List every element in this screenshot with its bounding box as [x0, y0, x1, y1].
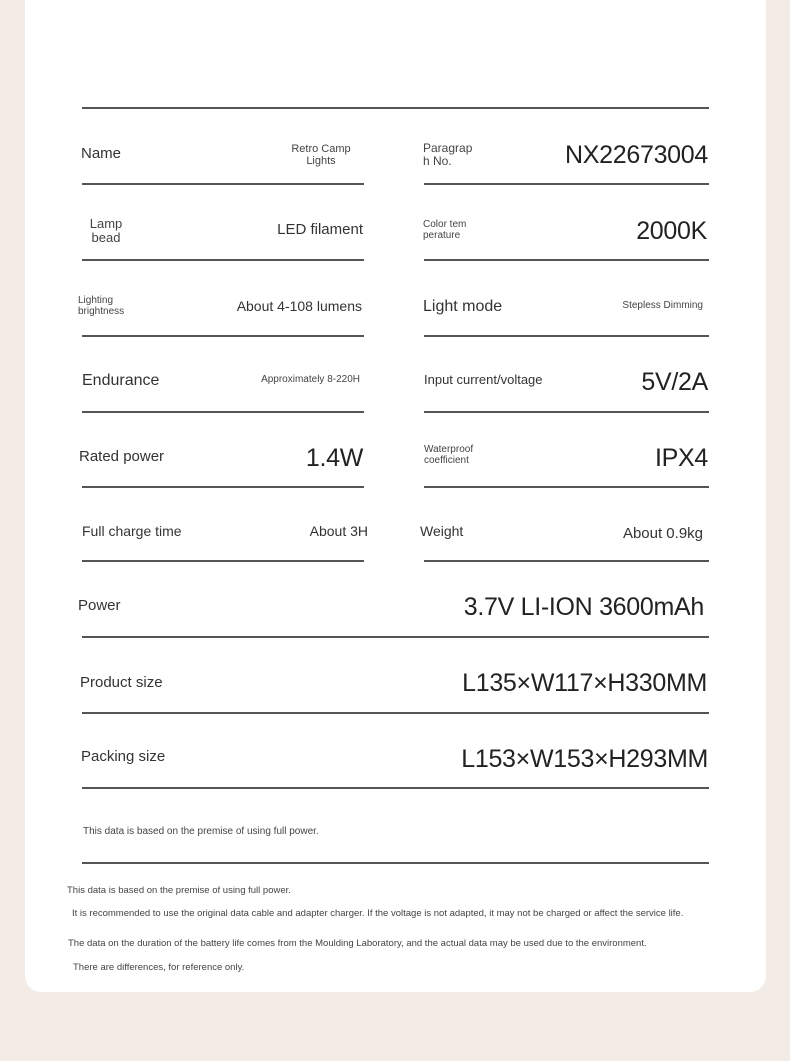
spec-label-rated-power: Rated power	[79, 448, 165, 465]
spec-label-weight: Weight	[420, 523, 464, 539]
spec-label-name: Name	[81, 145, 122, 162]
spec-value-full-charge-time: About 3H	[309, 523, 368, 539]
row-divider-right	[424, 259, 709, 261]
row-divider-left	[82, 560, 364, 562]
spec-value-paragraph-no: NX22673004	[565, 141, 708, 169]
spec-value-waterproof-coefficient: IPX4	[655, 444, 708, 472]
row-divider-left	[82, 259, 364, 261]
spec-label-full-charge-time: Full charge time	[82, 523, 182, 539]
row-divider-right	[424, 486, 709, 488]
footnote: This data is based on the premise of using full power.	[67, 885, 291, 896]
row-divider-left	[82, 183, 364, 185]
row-divider-left	[82, 335, 364, 337]
spec-value-light-mode: Stepless Dimming	[622, 300, 703, 311]
footnote: The data on the duration of the battery life comes from the Moulding Laboratory, and the actual data may be used due to the environment.	[68, 938, 647, 949]
top-divider	[82, 107, 709, 109]
wide-divider	[82, 787, 709, 789]
spec-value-power: 3.7V LI-ION 3600mAh	[463, 593, 704, 621]
row-divider-right	[424, 411, 709, 413]
row-divider-left	[82, 486, 364, 488]
spec-label-power: Power	[78, 597, 121, 614]
spec-label-paragraph-no: Paragraph No.	[423, 141, 473, 169]
row-divider-left	[82, 411, 364, 413]
row-divider-right	[424, 183, 709, 185]
wide-divider	[82, 712, 709, 714]
spec-value-lighting-brightness: About 4-108 lumens	[236, 298, 362, 314]
spec-label-input-current-voltage: Input current/voltage	[424, 372, 543, 387]
spec-label-product-size: Product size	[80, 674, 163, 691]
spec-value-product-size: L135×W117×H330MM	[462, 669, 707, 697]
spec-label-light-mode: Light mode	[423, 298, 503, 315]
spec-label-waterproof-coefficient: Waterproof coefficient	[424, 444, 474, 466]
wide-divider	[82, 636, 709, 638]
row-divider-right	[424, 560, 709, 562]
spec-label-packing-size: Packing size	[81, 748, 166, 765]
spec-value-weight: About 0.9kg	[622, 525, 703, 542]
spec-value-rated-power: 1.4W	[305, 444, 363, 472]
data-note: This data is based on the premise of using full power.	[83, 826, 319, 837]
spec-label-color-temperature: Color temperature	[423, 219, 467, 241]
footnote: It is recommended to use the original data cable and adapter charger. If the voltage is not adapted, it may not be charged or affect the service life.	[72, 908, 684, 919]
wide-divider	[82, 862, 709, 864]
spec-value-color-temperature: 2000K	[636, 217, 707, 245]
spec-value-input-current-voltage: 5V/2A	[641, 368, 708, 396]
spec-label-lighting-brightness: Lighting brightness	[78, 295, 125, 317]
spec-value-lamp-bead: LED filament	[277, 221, 363, 238]
spec-value-name: Retro Camp Lights	[291, 143, 351, 168]
spec-label-lamp-bead: Lamp bead	[89, 216, 123, 246]
row-divider-right	[424, 335, 709, 337]
spec-label-endurance: Endurance	[82, 372, 160, 389]
footnote: There are differences, for reference only.	[73, 962, 245, 973]
spec-value-packing-size: L153×W153×H293MM	[461, 745, 708, 773]
spec-value-endurance: Approximately 8-220H	[261, 374, 360, 385]
